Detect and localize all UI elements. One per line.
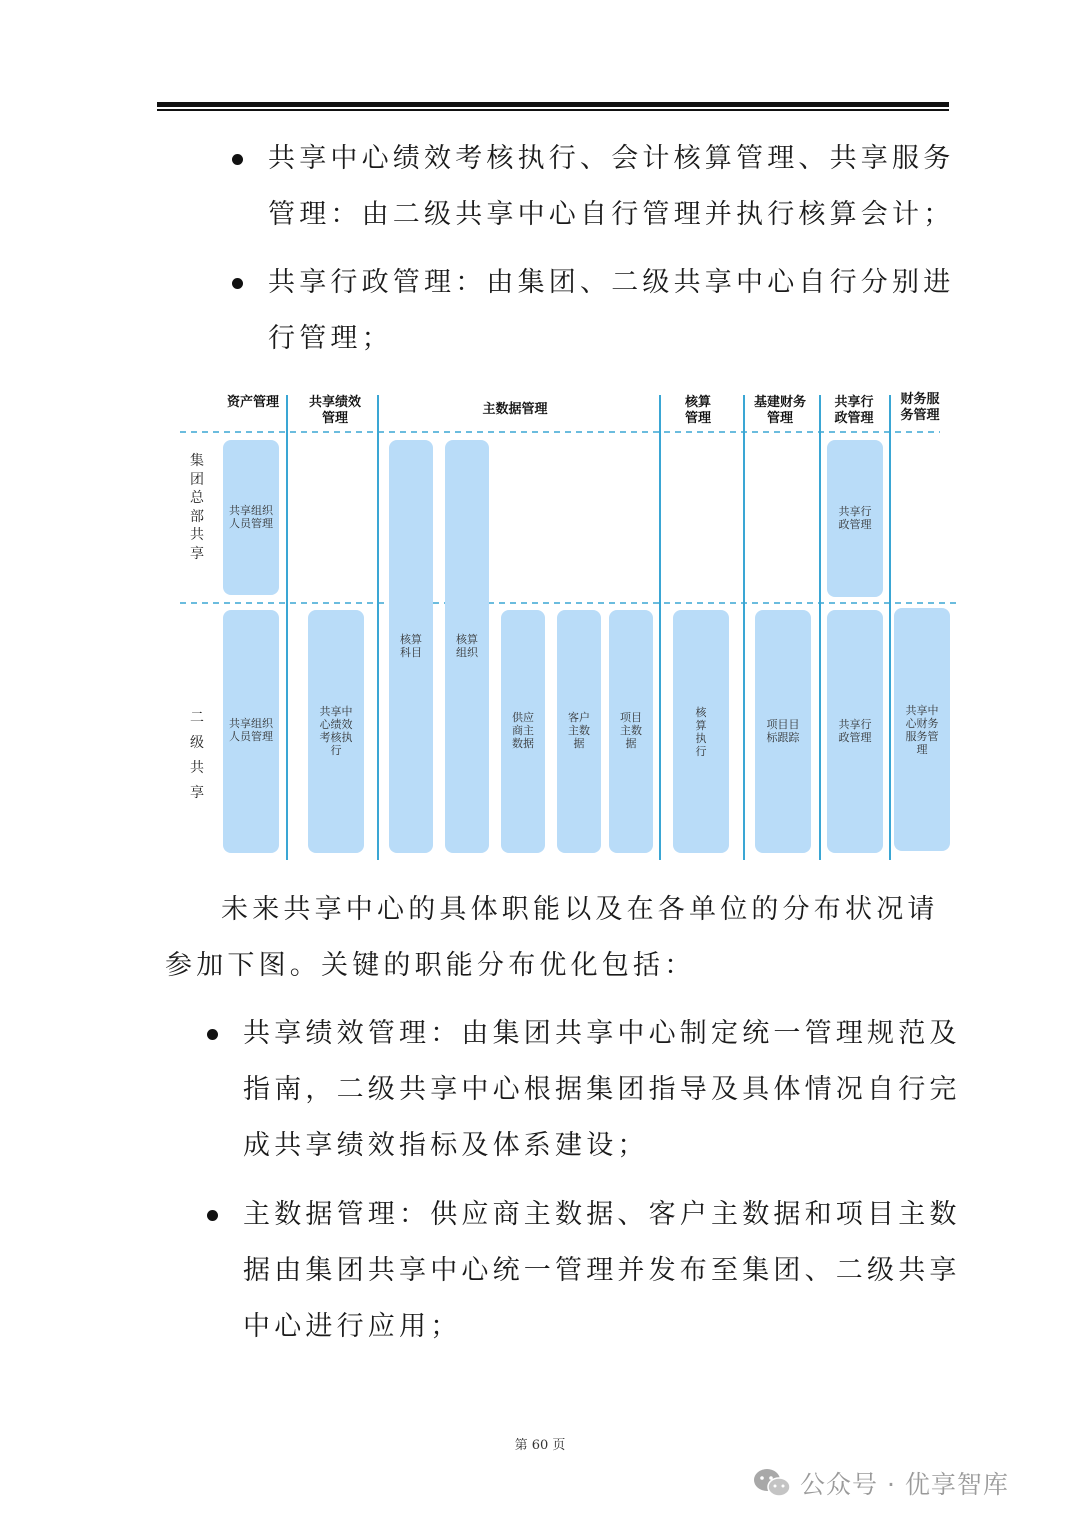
bullet-text (268, 255, 954, 367)
text-line: 主数据管理：供应商主数据、客户主数据和项目主数 (243, 1199, 961, 1230)
column-header: 资产管理 (226, 395, 279, 410)
function-box: 项目 主数 据 (609, 610, 653, 853)
text-line: 成共享绩效指标及体系建设； (243, 1130, 649, 1161)
bullet-dot (232, 278, 243, 289)
function-distribution-diagram (160, 380, 960, 870)
bullet-text (268, 131, 954, 243)
column-header: 主数据管理 (482, 402, 548, 417)
text-line: 未来共享中心的具体职能以及在各单位的分布状况请 (221, 894, 939, 925)
header-rule (157, 102, 949, 107)
function-box: 供应 商主 数据 (501, 610, 545, 853)
text-line: 据由集团共享中心统一管理并发布至集团、二级共享 (243, 1255, 961, 1286)
column-header: 财务服 务管理 (900, 392, 940, 423)
body-paragraph (165, 882, 939, 994)
column-header: 共享行 政管理 (834, 395, 874, 426)
text-line: 行管理； (268, 323, 393, 354)
function-box: 共享中 心绩效 考核执 行 (308, 610, 364, 853)
function-box: 共享组织 人员管理 (223, 440, 279, 595)
bullet-text (243, 1006, 961, 1174)
function-box: 核算 科目 (389, 440, 433, 853)
function-box: 共享行 政管理 (827, 610, 883, 853)
wechat-icon (752, 1467, 792, 1505)
watermark-text: 公众号 · 优享智库 (800, 1470, 1009, 1499)
text-line: 参加下图。关键的职能分布优化包括： (165, 950, 696, 981)
bullet-dot (207, 1210, 218, 1221)
function-box: 共享组织 人员管理 (223, 610, 279, 853)
text-line: 共享行政管理：由集团、二级共享中心自行分别进 (268, 267, 955, 298)
header-rule-thin (157, 109, 949, 111)
function-box: 客户 主数 据 (557, 610, 601, 853)
text-line: 共享绩效管理：由集团共享中心制定统一管理规范及 (243, 1018, 961, 1049)
function-box: 共享行 政管理 (827, 440, 883, 597)
row-header-secondary: 二 级 共 享 (190, 710, 204, 801)
text-line: 中心进行应用； (243, 1311, 462, 1342)
text-line: 指南，二级共享中心根据集团指导及具体情况自行完 (243, 1074, 961, 1105)
bullet-text (243, 1187, 961, 1355)
function-box: 项目目 标跟踪 (755, 610, 811, 853)
bullet-dot (207, 1029, 218, 1040)
row-header-group-hq: 集 团 总 部 共 享 (190, 453, 204, 562)
bullet-dot (232, 154, 243, 165)
function-box: 核算 组织 (445, 440, 489, 853)
watermark (752, 1465, 1009, 1505)
text-line: 管理：由二级共享中心自行管理并执行核算会计； (268, 199, 955, 230)
page-number: 第 60 页 (514, 1438, 566, 1453)
function-box: 共享中 心财务 服务管 理 (894, 608, 950, 851)
text-line: 共享中心绩效考核执行、会计核算管理、共享服务 (268, 143, 955, 174)
column-header: 基建财务 管理 (753, 395, 806, 426)
function-box: 核 算 执 行 (673, 610, 729, 853)
column-header: 核算 管理 (684, 395, 711, 426)
column-header: 共享绩效 管理 (308, 395, 361, 426)
